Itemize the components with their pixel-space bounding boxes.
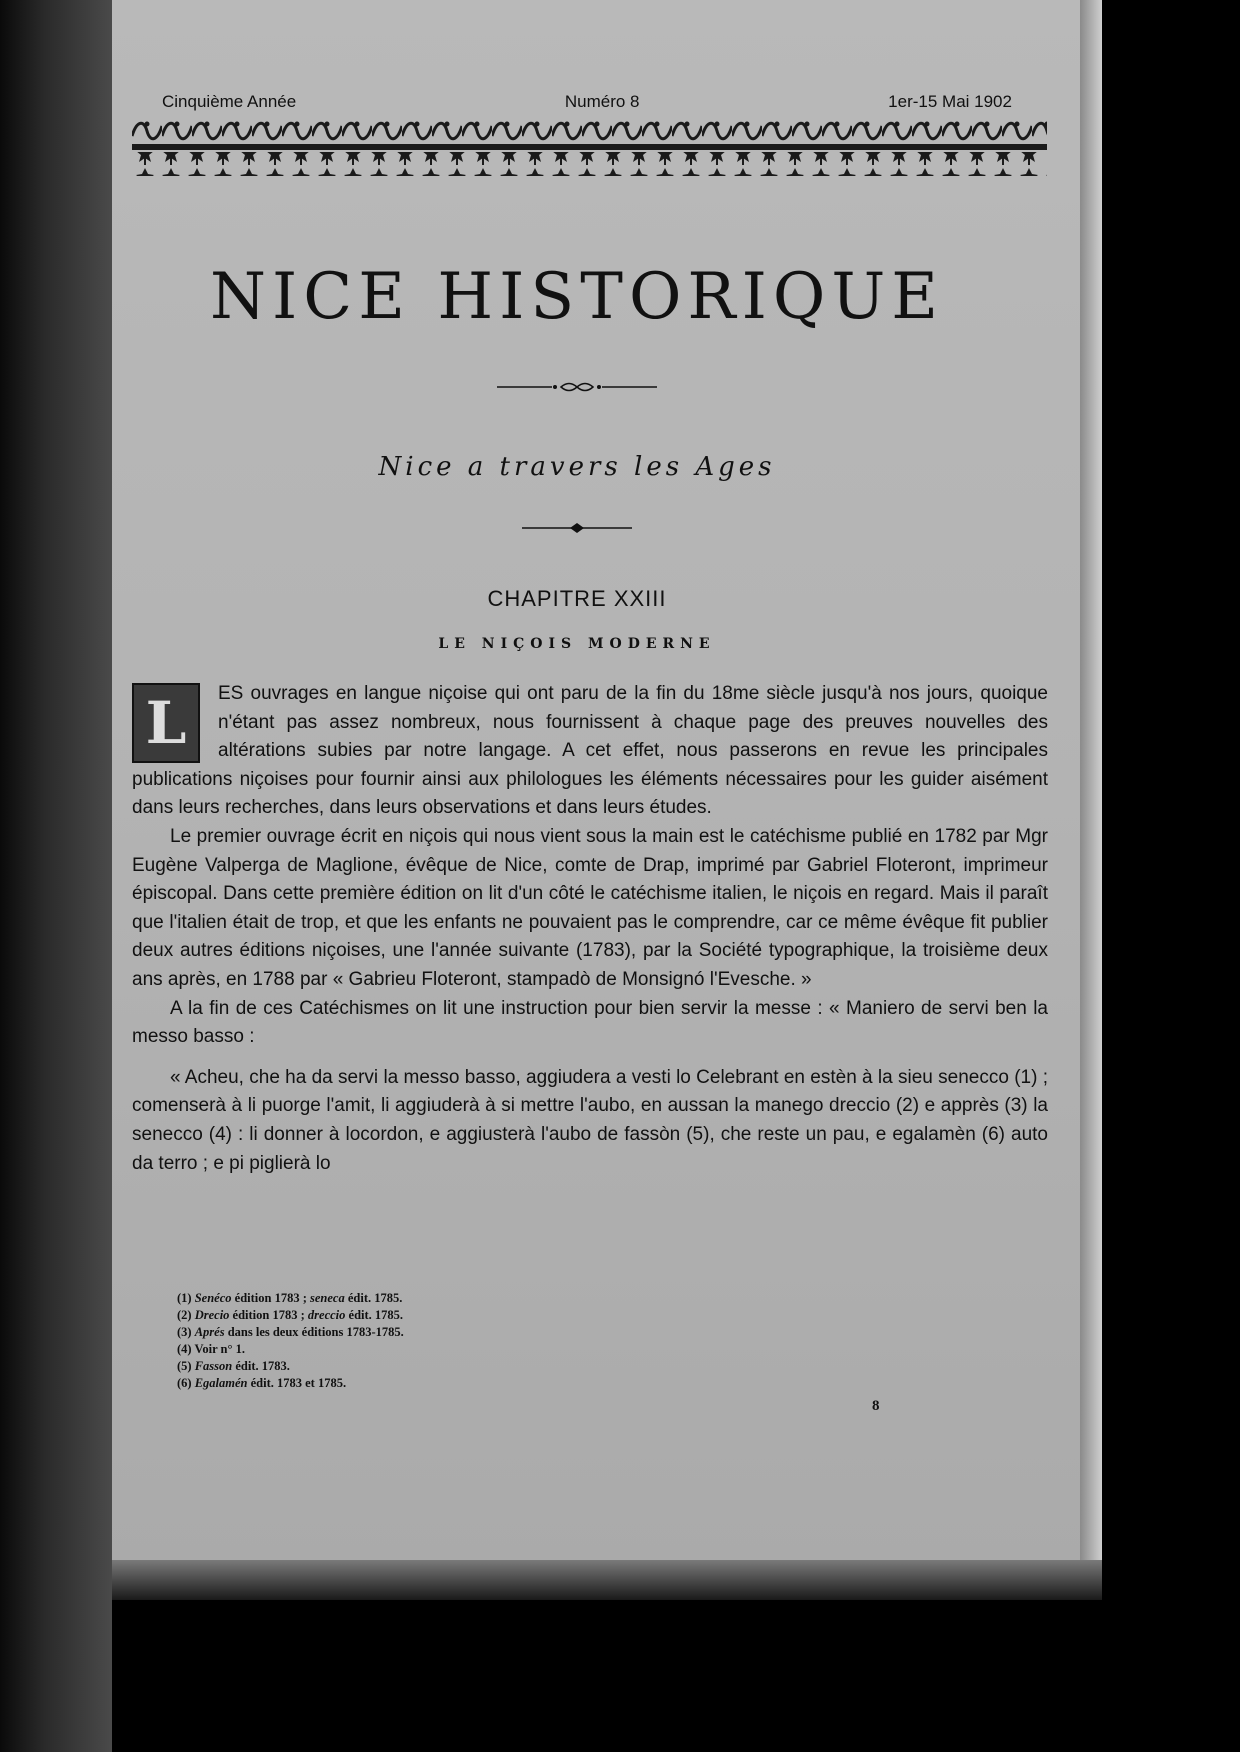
header-date: 1er-15 Mai 1902 (888, 92, 1012, 111)
ornamental-border (132, 118, 1047, 180)
header-year: Cinquième Année (162, 92, 297, 111)
ornament-rule-icon (497, 380, 657, 394)
paragraph-2: Le premier ouvrage écrit en niçois qui nous vient sous la main est le catéchisme publié en 1782 par Mgr Eugène Valperga de Maglione, évêque de Nice, comte de Drap, imprimé par Gabriel Floteront, imprimeur épiscopal. Dans cette première édition on lit d'un côté le catéchisme italien, le niçois en regard. Mais il paraît que l'italien était de trop, et que les enfants ne pouvaient pas le comprendre, car ce même évêque fit publier deux autres éditions niçoises, une l'année suivante (1783), par la Société typographique, la troisième deux ans après, en 1788 par « Gabrieu Floteront, stampadò de Monsignó l'Evesche. » (132, 825, 1048, 990)
page-number: 8 (872, 1398, 880, 1414)
article-body (132, 680, 1048, 1178)
scan-edge-bottom (112, 1560, 1102, 1600)
footnote: (1) Senéco édition 1783 ; seneca édit. 1785. (177, 1291, 403, 1305)
chapter-heading: CHAPITRE XXIII (487, 586, 667, 611)
ornament-rule-icon (522, 522, 632, 534)
footnote: (6) Egalamén édit. 1783 et 1785. (177, 1376, 347, 1390)
header-issue: Numéro 8 (564, 92, 640, 111)
footnote: (2) Drecio édition 1783 ; dreccio édit. 1785. (177, 1308, 404, 1322)
running-head (162, 92, 1012, 112)
section-rule (112, 522, 1042, 534)
journal-masthead: NICE HISTORIQUE (210, 260, 944, 334)
footnotes (177, 1290, 777, 1392)
paragraph-4: « Acheu, che ha da servi la messo basso, aggiudera a vesti lo Celebrant en estèn à la sieu senecco (1) ; comenserà à li puorge l'amit, li aggiuderà à si mettre l'aubo, en aussan la manego dreccio (2) e apprès (3) la senecco (4) : li donner à locordon, e aggiusterà l'aubo de fassòn (5), che reste un pau, e egalamèn (6) auto da terro ; e pi piglierà lo (132, 1066, 1048, 1174)
scan-edge-left (0, 0, 112, 1752)
journal-page (112, 0, 1102, 1590)
drop-cap-initial: L (132, 683, 200, 763)
paragraph-3: A la fin de ces Catéchismes on lit une instruction pour bien servir la messe : « Maniero de servi ben la messo basso : (132, 997, 1048, 1048)
footnote: (5) Fasson édit. 1783. (177, 1359, 290, 1373)
section-title: Nice a travers les Ages (378, 452, 776, 482)
masthead-rule (112, 380, 1042, 394)
scan-edge-right (1080, 0, 1102, 1590)
footnote: (4) Voir n° 1. (177, 1342, 245, 1356)
chapter-subtitle: LE NIÇOIS MODERNE (438, 636, 716, 652)
footnote: (3) Aprés dans les deux éditions 1783-1785. (177, 1325, 404, 1339)
paragraph-1: ES ouvrages en langue niçoise qui ont paru de la fin du 18me siècle jusqu'à nos jours, quoique n'étant pas assez nombreux, nous fournissent à chaque page des preuves nouvelles des altérations subies par notre langage. A cet effet, nous passerons en revue les principales publications niçoises pour fournir ainsi aux philologues les éléments nécessaires pour les guider aisément dans leurs recherches, dans leurs observations et dans leurs études. (132, 683, 1048, 819)
